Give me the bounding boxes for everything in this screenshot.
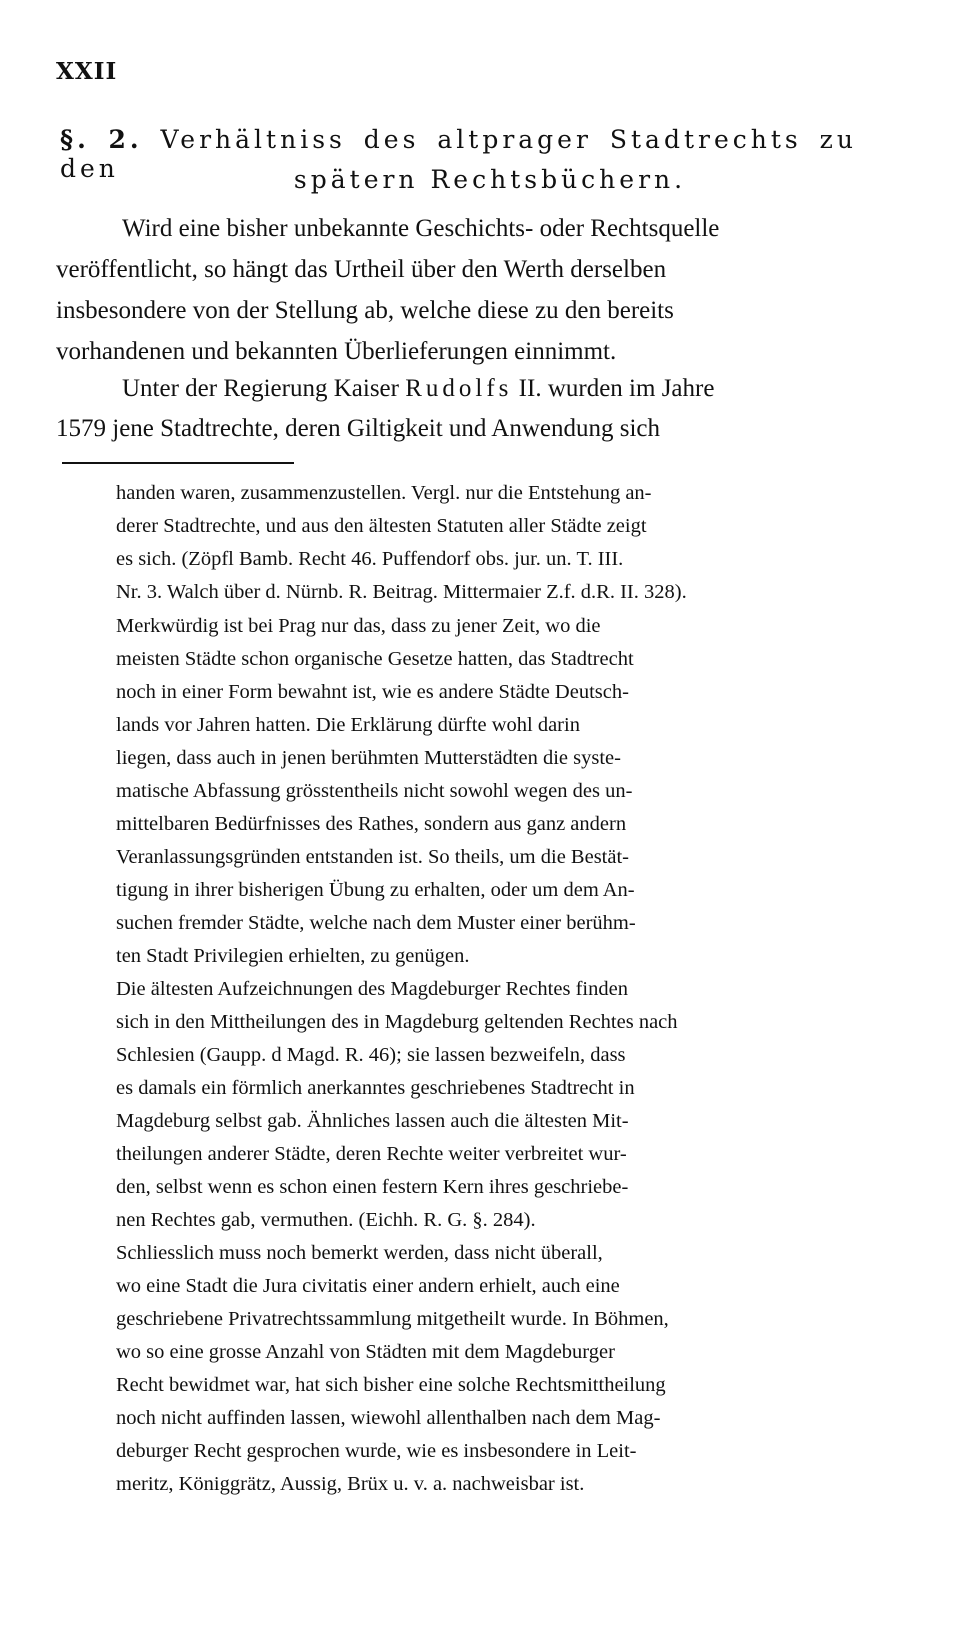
section-title-line-2: spätern Rechtsbüchern. — [293, 165, 687, 194]
footnote-line: meisten Städte schon organische Gesetze hatten, das Stadtrecht — [116, 648, 634, 670]
footnote-line: Schliesslich muss noch bemerkt werden, dass nicht überall, — [116, 1242, 603, 1264]
footnote-line: Recht bewidmet war, hat sich bisher eine solche Rechtsmittheilung — [116, 1374, 666, 1396]
footnote-line: Magdeburg selbst gab. Ähnliches lassen auch die ältesten Mit- — [116, 1110, 629, 1132]
footnote-line: deburger Recht gesprochen wurde, wie es insbesondere in Leit- — [116, 1440, 637, 1462]
footnote-line: wo eine Stadt die Jura civitatis einer andern erhielt, auch eine — [116, 1275, 620, 1297]
main-line: Unter der Regierung Kaiser Rudolfs II. wurden im Jahre — [122, 375, 715, 402]
footnote-line: ten Stadt Privilegien erhielten, zu genügen. — [116, 945, 470, 967]
footnote-line: noch in einer Form bewahnt ist, wie es andere Städte Deutsch- — [116, 681, 629, 703]
main-line: veröffentlicht, so hängt das Urtheil über den Werth derselben — [56, 256, 667, 283]
footnote-line: Nr. 3. Walch über d. Nürnb. R. Beitrag. Mittermaier Z.f. d.R. II. 328). — [116, 581, 687, 603]
footnote-line: sich in den Mittheilungen des in Magdeburg geltenden Rechtes nach — [116, 1011, 678, 1033]
footnote-line: noch nicht auffinden lassen, wiewohl allenthalben nach dem Mag- — [116, 1407, 661, 1429]
footnote-line: es sich. (Zöpfl Bamb. Recht 46. Puffendorf obs. jur. un. T. III. — [116, 548, 624, 570]
footnote-line: geschriebene Privatrechtssammlung mitgetheilt wurde. In Böhmen, — [116, 1308, 669, 1330]
footnote-line: theilungen anderer Städte, deren Rechte weiter verbreitet wur- — [116, 1143, 627, 1165]
footnote-line: Veranlassungsgründen entstanden ist. So theils, um die Bestät- — [116, 846, 629, 868]
footnote-line: den, selbst wenn es schon einen festern Kern ihres geschriebe- — [116, 1176, 629, 1198]
footnote-line: liegen, dass auch in jenen berühmten Mutterstädten die syste- — [116, 747, 621, 769]
main-line: insbesondere von der Stellung ab, welche diese zu den bereits — [56, 297, 674, 324]
section-number: §. 2. — [60, 125, 143, 154]
main-line: 1579 jene Stadtrechte, deren Giltigkeit und Anwendung sich — [56, 415, 661, 442]
footnote-line: tigung in ihrer bisherigen Übung zu erhalten, oder um dem An- — [116, 879, 635, 901]
footnote-line: Die ältesten Aufzeichnungen des Magdeburger Rechtes finden — [116, 978, 628, 1000]
footnote-line: matische Abfassung grösstentheils nicht sowohl wegen des un- — [116, 780, 633, 802]
footnote-line: nen Rechtes gab, vermuthen. (Eichh. R. G. §. 284). — [116, 1209, 536, 1231]
section-title-line-1: Verhältniss des altprager Stadtrechts zu den — [60, 125, 857, 183]
page-number: XXII — [56, 58, 118, 85]
footnote-line: es damals ein förmlich anerkanntes geschriebenes Stadtrecht in — [116, 1077, 635, 1099]
footnote-line: Merkwürdig ist bei Prag nur das, dass zu jener Zeit, wo die — [116, 615, 601, 637]
main-line: vorhandenen und bekannten Überlieferungen einnimmt. — [56, 338, 617, 365]
footnote-line: suchen fremder Städte, welche nach dem Muster einer berühm- — [116, 912, 636, 934]
main-line: Wird eine bisher unbekannte Geschichts- oder Rechtsquelle — [122, 215, 720, 242]
footnote-line: mittelbaren Bedürfnisses des Rathes, sondern aus ganz andern — [116, 813, 627, 835]
footnote-line: wo so eine grosse Anzahl von Städten mit dem Magdeburger — [116, 1341, 615, 1363]
footnote-line: meritz, Königgrätz, Aussig, Brüx u. v. a. nachweisbar ist. — [116, 1473, 585, 1495]
footnote-line: derer Stadtrechte, und aus den ältesten Statuten aller Städte zeigt — [116, 515, 647, 537]
footnote-rule — [62, 462, 294, 464]
footnote-line: lands vor Jahren hatten. Die Erklärung dürfte wohl darin — [116, 714, 580, 736]
footnote-line: Schlesien (Gaupp. d Magd. R. 46); sie lassen bezweifeln, dass — [116, 1044, 626, 1066]
footnote-line: handen waren, zusammenzustellen. Vergl. nur die Entstehung an- — [116, 482, 652, 504]
